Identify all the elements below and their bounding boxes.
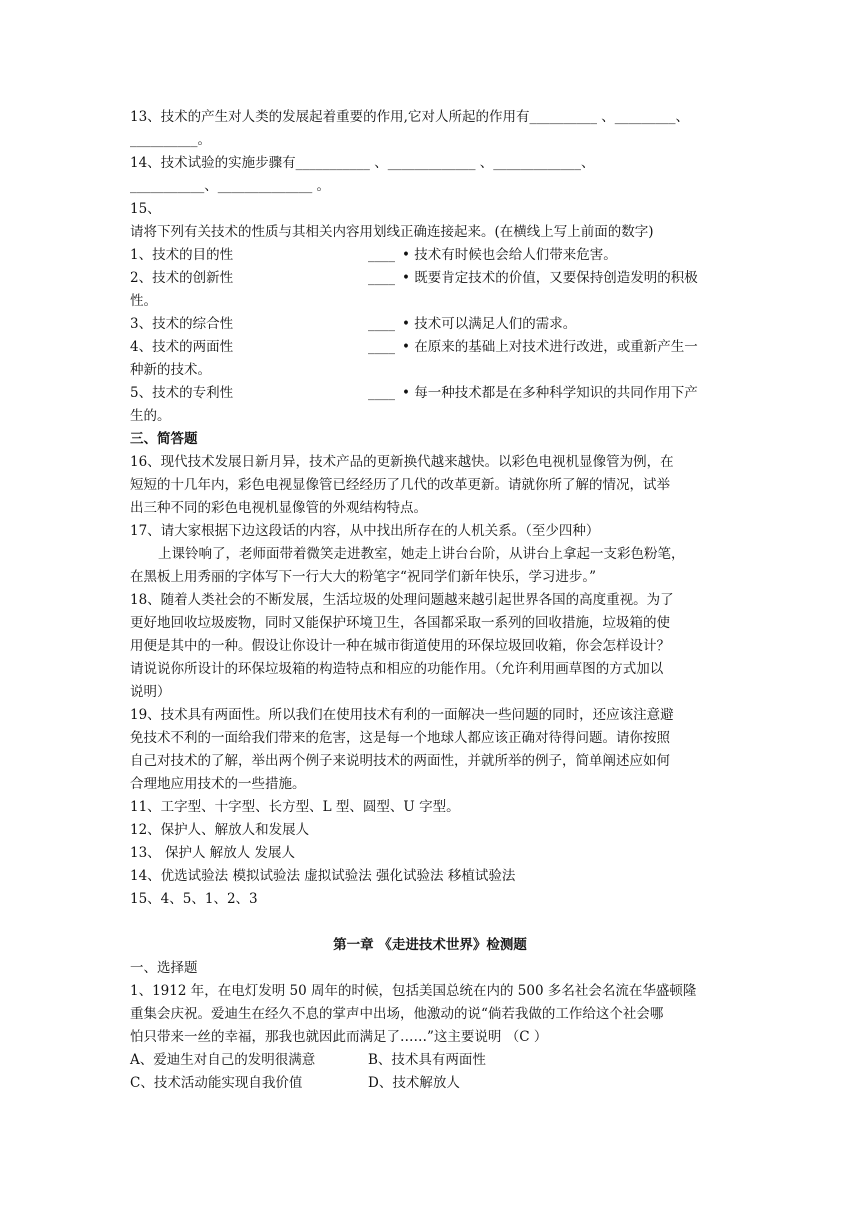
option-c: C、技术活动能实现自我价值	[130, 1075, 303, 1091]
section-heading-short-answer: 三、简答题	[130, 431, 198, 447]
option-a: A、爱迪生对自己的发明很满意	[130, 1052, 316, 1068]
match-blank: ____	[368, 385, 395, 401]
match-right: • 每一种技术都是在多种科学知识的共同作用下产	[402, 385, 698, 401]
options-row	[130, 1049, 730, 1072]
q18-text: 请说说你所设计的环保垃圾箱的构造特点和相应的功能作用。（允许利用画草图的方式加以	[130, 661, 664, 677]
match-right: • 既要肯定技术的价值，又要保持创造发明的积极	[402, 270, 698, 286]
q13-line-2: __________。	[130, 132, 211, 148]
q19-text: 免技术不利的一面给我们带来的危害，这是每一个地球人都应该正确对待得问题。请你按照	[130, 730, 670, 746]
match-left: 2、技术的创新性	[130, 270, 234, 286]
section-heading-choice: 一、选择题	[130, 960, 198, 976]
match-row	[130, 267, 730, 290]
choice-q1-text: 怕只带来一丝的幸福，那我也就因此而满足了……”这主要说明 （C ）	[130, 1029, 548, 1045]
match-blank: ____	[368, 270, 395, 286]
q17-paragraph: 上课铃响了，老师面带着微笑走进教室，她走上讲台台阶，从讲台上拿起一支彩色粉笔，	[158, 546, 685, 562]
q16-text: 16、现代技术发展日新月异，技术产品的更新换代越来越快。以彩色电视机显像管为例，在	[130, 454, 674, 470]
match-continuation: 生的。	[130, 408, 171, 424]
match-continuation: 种新的技术。	[130, 362, 211, 378]
match-blank: ____	[368, 316, 395, 332]
match-right: • 在原来的基础上对技术进行改进，或重新产生一	[402, 339, 698, 355]
q15-number: 15、	[130, 201, 161, 217]
q18-text: 说明）	[130, 684, 171, 700]
match-row	[130, 313, 730, 336]
answer-line: 15、4、5、1、2、3	[130, 891, 258, 907]
q19-text: 合理地应用技术的一些措施。	[130, 776, 306, 792]
match-blank: ____	[368, 339, 395, 355]
match-left: 4、技术的两面性	[130, 339, 234, 355]
answer-line: 12、保护人、解放人和发展人	[130, 822, 310, 838]
match-right: • 技术有时候也会给人们带来危害。	[402, 247, 617, 263]
q18-text: 更好地回收垃圾废物，同时又能保护环境卫生，各国都采取一系列的回收措施，垃圾箱的使	[130, 615, 670, 631]
q15-instruction: 请将下列有关技术的性质与其相关内容用划线正确连接起来。(在横线上写上前面的数字)	[130, 224, 654, 240]
q17-text: 17、请大家根据下边这段话的内容，从中找出所存在的人机关系。（至少四种）	[130, 523, 600, 539]
q16-text: 短短的十几年内，彩色电视显像管已经经历了几代的改革更新。请就你所了解的情况，试举	[130, 477, 670, 493]
q13-line-1: 13、技术的产生对人类的发展起着重要的作用,它对人所起的作用有__________ 、_________、	[130, 109, 690, 125]
option-b: B、技术具有两面性	[368, 1052, 486, 1068]
match-continuation: 性。	[130, 293, 157, 309]
match-blank: ____	[368, 247, 395, 263]
q17-paragraph: 在黑板上用秀丽的字体写下一行大大的粉笔字“祝同学们新年快乐，学习进步。”	[130, 569, 597, 585]
answer-line: 13、 保护人 解放人 发展人	[130, 845, 296, 861]
chapter-title: 第一章 《走进技术世界》检测题	[333, 937, 527, 953]
q19-text: 19、技术具有两面性。所以我们在使用技术有利的一面解决一些问题的同时，还应该注意避	[130, 707, 674, 723]
match-left: 3、技术的综合性	[130, 316, 234, 332]
match-row	[130, 382, 730, 405]
q16-text: 出三种不同的彩色电视机显像管的外观结构特点。	[130, 500, 427, 516]
choice-q1-text: 重集会庆祝。爱迪生在经久不息的掌声中出场，他激动的说“倘若我做的工作给这个社会哪	[130, 1006, 664, 1022]
match-row	[130, 244, 730, 267]
q14-line-1: 14、技术试验的实施步骤有___________ 、_____________ 、_____________、	[130, 155, 595, 171]
q18-text: 用便是其中的一种。假设让你设计一种在城市街道使用的环保垃圾回收箱，你会怎样设计？	[130, 638, 670, 654]
q19-text: 自己对技术的了解，举出两个例子来说明技术的两面性，并就所举的例子，简单阐述应如何	[130, 753, 670, 769]
document-page	[130, 106, 730, 1095]
answer-line: 14、优选试验法 模拟试验法 虚拟试验法 强化试验法 移植试验法	[130, 868, 516, 884]
match-right: • 技术可以满足人们的需求。	[402, 316, 577, 332]
option-d: D、技术解放人	[368, 1075, 460, 1091]
match-left: 1、技术的目的性	[130, 247, 234, 263]
match-left: 5、技术的专利性	[130, 385, 234, 401]
answer-line: 11、工字型、十字型、长方型、L 型、圆型、U 字型。	[130, 799, 460, 815]
match-row	[130, 336, 730, 359]
choice-q1-text: 1、1912 年，在电灯发明 50 周年的时候，包括美国总统在内的 500 多名社会名流在华盛顿隆	[130, 983, 697, 999]
q18-text: 18、随着人类社会的不断发展，生活垃圾的处理问题越来越引起世界各国的高度重视。为了	[130, 592, 674, 608]
options-row	[130, 1072, 730, 1095]
q14-line-2: ___________、______________ 。	[130, 178, 331, 194]
